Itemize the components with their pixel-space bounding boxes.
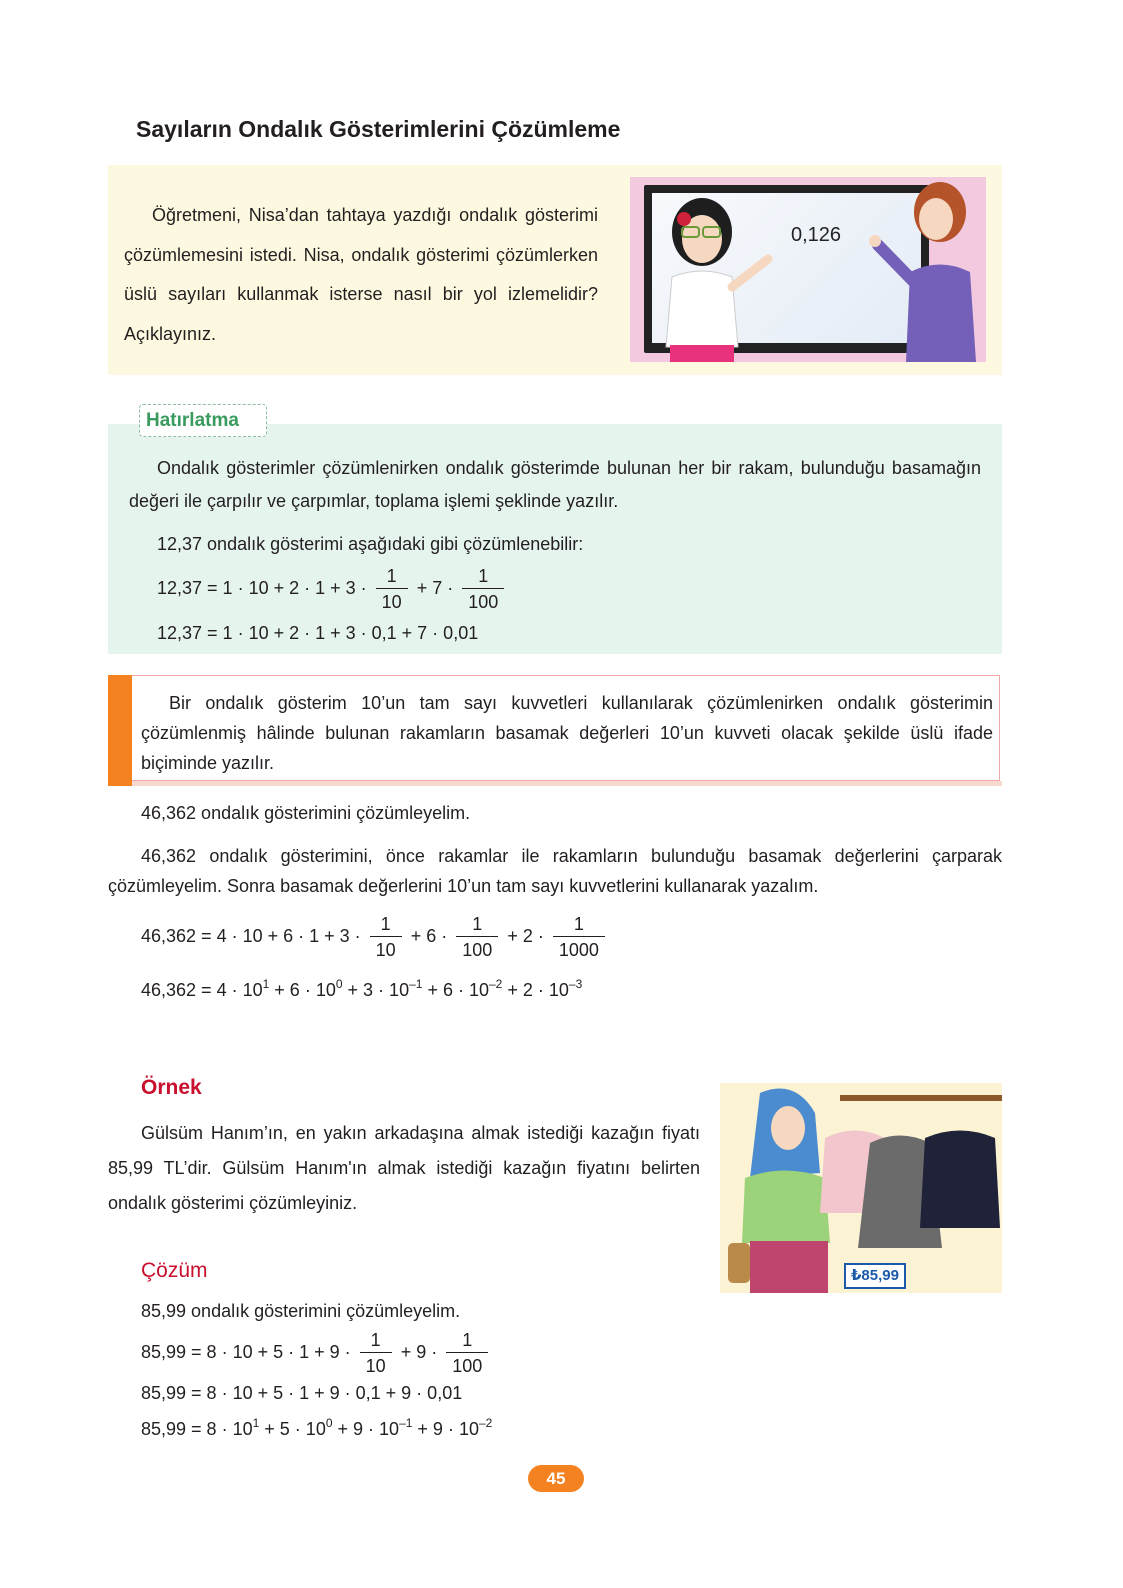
fraction: $\frac{1}{1000}$ xyxy=(553,915,605,959)
reminder-intro-line: 12,37 ondalık gösterimi aşağıdaki gibi çözümlenebilir: xyxy=(157,534,584,554)
equation-text: + 7 · xyxy=(416,577,454,598)
shopping-illustration xyxy=(720,1083,1002,1293)
intro-text xyxy=(124,196,598,354)
teacher-student-illustration xyxy=(630,177,986,362)
board-value: 0,126 xyxy=(791,224,842,246)
example-heading: Örnek xyxy=(141,1076,202,1099)
info-note-accent-bar xyxy=(108,675,132,786)
solution-equation-3: $85,99 = 8 \cdot 10^1 + 5 \cdot 10^0 + 9 \cdot 10^{-1} + 9 \cdot 10^{-2}$ xyxy=(141,1416,493,1439)
fraction: $\frac{1}{100}$ xyxy=(446,1331,488,1375)
info-note-text: Bir ondalık gösterim 10’un tam sayı kuvvetleri kullanılarak çözümlenirken ondalık gösterimin çözümlenmiş hâlinde bulunan rakamların basamak değerleri 10’un kuvveti olacak şekilde üslü ifade biçiminde yazılır. xyxy=(141,693,993,773)
equation-text: 12,37 = 1 · 10 + 2 · 1 + 3 · xyxy=(157,577,367,598)
page-title: Sayıların Ondalık Gösterimlerini Çözümleme xyxy=(136,116,621,142)
reminder-equation-1 xyxy=(129,567,981,611)
fraction: $\frac{1}{100}$ xyxy=(456,915,498,959)
fraction: $\frac{1}{10}$ xyxy=(360,1331,392,1375)
solution-equation-2: 85,99 = 8 · 10 + 5 · 1 + 9 · 0,1 + 9 · 0,01 xyxy=(141,1383,463,1403)
reminder-tag: Hatırlatma xyxy=(139,404,267,437)
example-problem-text: Gülsüm Hanım’ın, en yakın arkadaşına almak istediği kazağın fiyatı 85,99 TL’dir. Gülsüm Hanım'ın almak istediği kazağın fiyatını belirten ondalık gösterimi çözümleyiniz. xyxy=(108,1123,700,1213)
reminder-paragraph: Ondalık gösterimler çözümlenirken ondalık gösterimde bulunan her bir rakam, bulunduğu basamağın değeri ile çarpılır ve çarpımlar, toplama işlemi şeklinde yazılır. xyxy=(129,458,981,511)
intro-paragraph: Öğretmeni, Nisa’dan tahtaya yazdığı ondalık gösterimi çözümlemesini istedi. Nisa, ondalık gösterimi çözümlerken üslü sayıları kullanmak isterse nasıl bir yol izlemelidir? Açıklayınız. xyxy=(124,205,598,344)
example-explanation: 46,362 ondalık gösterimini, önce rakamlar ile rakamların bulunduğu basamak değerlerini çarparak çözümleyelim. Sonra basamak değerlerini 10’un tam sayı kuvvetlerini kullanarak yazalım. xyxy=(108,846,1002,896)
solution-intro-line: 85,99 ondalık gösterimini çözümleyelim. xyxy=(141,1301,461,1321)
price-tag: ₺85,99 xyxy=(844,1263,906,1289)
fraction: $\frac{1}{10}$ xyxy=(376,567,408,611)
solution-equation-1: 85,99 = 8 · 10 + 5 · 1 + 9 · $\frac{1}{10}$ + 9 · $\frac{1}{100}$ xyxy=(141,1331,492,1375)
fraction: $\frac{1}{10}$ xyxy=(370,915,402,959)
page-number: 45 xyxy=(528,1465,584,1492)
example-equation-1: 46,362 = 4 · 10 + 6 · 1 + 3 · $\frac{1}{10}$ + 6 · $\frac{1}{100}$ + 2 · $\frac{1}{1000}$ xyxy=(141,915,609,959)
solution-heading: Çözüm xyxy=(141,1259,208,1282)
fraction: $\frac{1}{100}$ xyxy=(462,567,504,611)
reminder-equation-2: 12,37 = 1 · 10 + 2 · 1 + 3 · 0,1 + 7 · 0,01 xyxy=(157,623,479,643)
info-note-shadow xyxy=(132,781,1002,786)
reminder-content xyxy=(129,452,981,650)
example-equation-2: $46,362 = 4 \cdot 10^1 + 6 \cdot 10^0 + 3 \cdot 10^{-1} + 6 \cdot 10^{-2} + 2 \cdot 10^{-3}$ xyxy=(141,977,583,1000)
example-intro-line: 46,362 ondalık gösterimini çözümleyelim. xyxy=(141,803,471,823)
